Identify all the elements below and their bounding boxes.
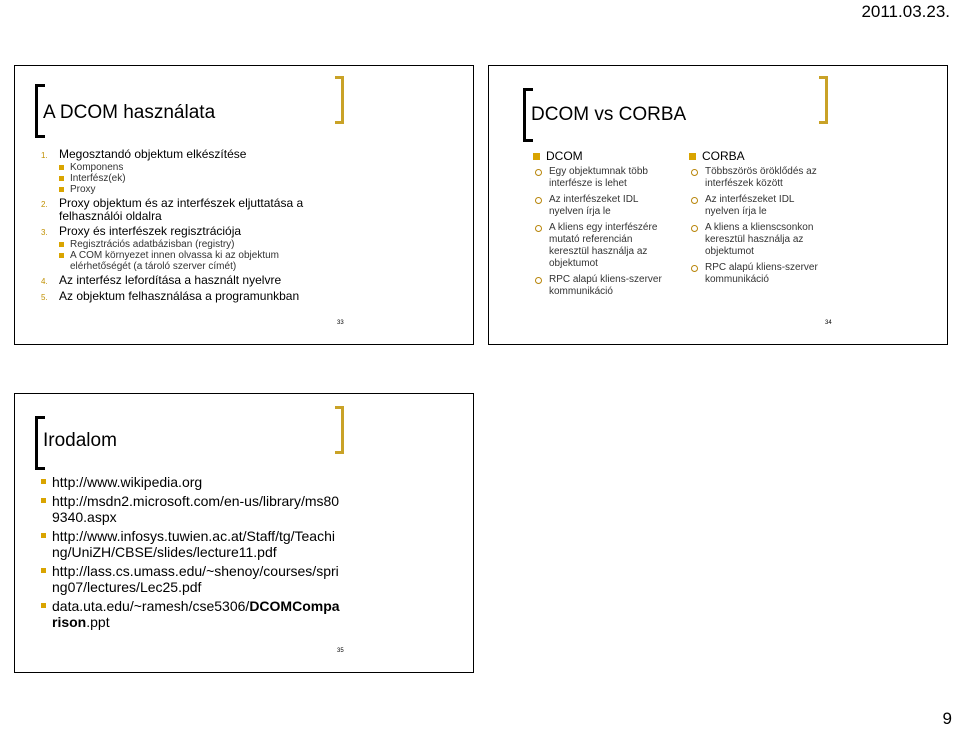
reference-link[interactable]: http://www.infosys.tuwien.ac.at/Staff/tg/Teaching/UniZH/CBSE/slides/lecture11.pdf: [41, 528, 341, 560]
square-bullet-icon: [41, 568, 46, 573]
circle-bullet-icon: [691, 225, 698, 232]
substep: Komponens: [41, 162, 341, 173]
square-bullet-icon: [59, 165, 64, 170]
reference-link[interactable]: data.uta.edu/~ramesh/cse5306/DCOMComparison.ppt: [41, 598, 341, 630]
reference-link[interactable]: http://www.wikipedia.org: [41, 474, 341, 490]
square-bullet-icon: [689, 153, 696, 160]
slide-title: Irodalom: [43, 430, 117, 451]
substep: Proxy: [41, 184, 341, 195]
bracket-right-icon: [335, 76, 344, 124]
handout-page-number: 9: [942, 709, 952, 728]
substep: Regisztrációs adatbázisban (registry): [41, 239, 341, 250]
circle-bullet-icon: [535, 225, 542, 232]
square-bullet-icon: [59, 253, 64, 258]
square-bullet-icon: [533, 153, 540, 160]
dcom-item: Egy objektumnak több interfésze is lehet: [535, 166, 673, 190]
corba-item: Az interfészeket IDL nyelven írja le: [691, 194, 829, 218]
dcom-item: A kliens egy interfészére mutató referencián keresztül használja az objektumot: [535, 222, 673, 270]
square-bullet-icon: [59, 187, 64, 192]
square-bullet-icon: [41, 498, 46, 503]
square-bullet-icon: [41, 479, 46, 484]
slide-title: DCOM vs CORBA: [531, 104, 687, 125]
handout-date: 2011.03.23.: [861, 2, 950, 21]
circle-bullet-icon: [535, 197, 542, 204]
slide-number: 33: [337, 320, 344, 326]
circle-bullet-icon: [535, 277, 542, 284]
bracket-right-icon: [335, 406, 344, 454]
circle-bullet-icon: [691, 169, 698, 176]
circle-bullet-icon: [691, 197, 698, 204]
corba-heading: CORBA: [689, 150, 829, 162]
substep: Interfész(ek): [41, 173, 341, 184]
dcom-heading: DCOM: [533, 150, 673, 162]
usage-steps-list: [41, 146, 341, 304]
references-list: [41, 474, 341, 633]
step-4: 4. Az interfész lefordítása a használt nyelvre: [41, 273, 282, 287]
circle-bullet-icon: [691, 265, 698, 272]
bracket-right-icon: [819, 76, 828, 124]
square-bullet-icon: [41, 603, 46, 608]
corba-item: RPC alapú kliens-szerver kommunikáció: [691, 262, 829, 286]
dcom-item: RPC alapú kliens-szerver kommunikáció: [535, 274, 673, 298]
circle-bullet-icon: [535, 169, 542, 176]
corba-column: [689, 150, 829, 290]
step-5: 5. Az objektum felhasználása a programunkban: [41, 289, 300, 303]
substep: A COM környezet innen olvassa ki az objektum elérhetőségét (a tároló szerver címét): [41, 250, 341, 272]
slide-34: [488, 65, 948, 345]
slide-title: A DCOM használata: [43, 102, 216, 123]
slide-number: 34: [825, 320, 832, 326]
corba-item: A kliens a klienscsonkon keresztül használja az objektumot: [691, 222, 829, 258]
slide-35: [14, 393, 474, 673]
slide-33: [14, 65, 474, 345]
corba-item: Többszörös öröklődés az interfészek között: [691, 166, 829, 190]
reference-link[interactable]: http://lass.cs.umass.edu/~shenoy/courses/spring07/lectures/Lec25.pdf: [41, 563, 341, 595]
reference-link[interactable]: http://msdn2.microsoft.com/en-us/library/ms809340.aspx: [41, 493, 341, 525]
step-1: 1. Megosztandó objektum elkészítése: [41, 147, 247, 161]
step-2: 2. Proxy objektum és az interfészek eljuttatása a felhasználói oldalra: [41, 196, 304, 223]
square-bullet-icon: [59, 242, 64, 247]
square-bullet-icon: [41, 533, 46, 538]
square-bullet-icon: [59, 176, 64, 181]
step-3: 3. Proxy és interfészek regisztrációja: [41, 224, 242, 238]
slide-number: 35: [337, 648, 344, 654]
dcom-item: Az interfészeket IDL nyelven írja le: [535, 194, 673, 218]
dcom-column: [533, 150, 673, 302]
